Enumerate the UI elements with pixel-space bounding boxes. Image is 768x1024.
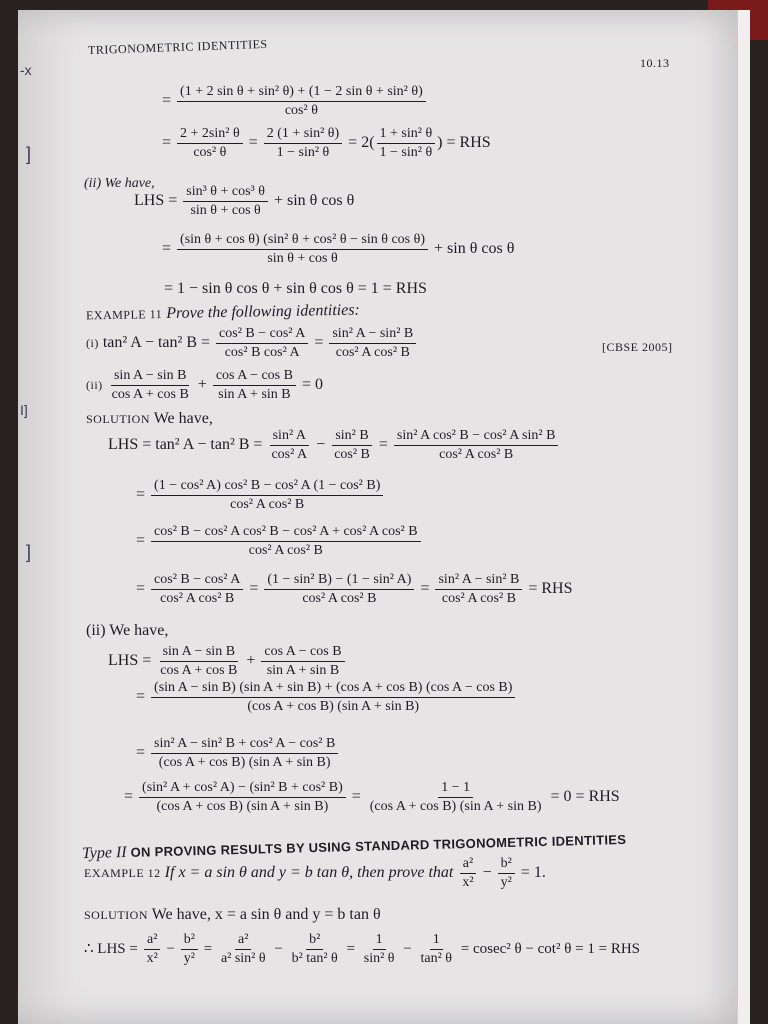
numerator: (1 + 2 sin θ + sin² θ) + (1 − 2 sin θ + sin² θ) [177,84,426,102]
rhs-label: = 0 = RHS [550,788,620,806]
denominator: (cos A + cos B) (sin A + sin B) [247,699,420,714]
equation-line: LHS = $\frac{\text{sin A − sin B}}{\text{cos A + cos B}}$ + $\frac{\text{cos A − cos B}}{\text{sin A + sin B}}$ [108,644,347,679]
equation-line: = $\frac{\text{(1 − cos² A) cos² B − cos² A (1 − cos² B)}}{\text{cos² A cos² B}}$ [136,478,385,513]
term: = 0 [301,376,323,394]
equation-line: = $\frac{\text{sin² A − sin² B + cos² A − cos² B}}{\text{(cos A + cos B) (sin A + sin B)}}$ [136,736,340,771]
term: + sin θ cos θ [434,240,515,258]
numerator: a² [460,856,476,874]
lhs-label: ∴ LHS = [84,940,138,957]
denominator: cos² A cos² B [160,591,235,606]
equation-line: LHS = tan² A − tan² B = $\frac{\text{sin² A}}{\text{cos² A}}$ − $\frac{\text{sin² B}}{\text{cos² B}}$ = $\frac{\text{sin² A cos² B − cos² A sin² B}}{\text{cos² A cos² B}}$ [108,428,560,463]
solution-label: SOLUTION [86,412,150,426]
running-title: TRIGONOMETRIC IDENTITIES [87,36,268,58]
numerator: sin² A − sin² B [329,326,416,344]
lhs-label: LHS = [134,192,178,210]
equation-line: = (sin A − sin B) (sin A + sin B) + (cos A + cos B) (cos A − cos B) (cos A + cos B) (sin A + sin B) [136,680,517,715]
example-text: If x = a sin θ and y = b tan θ, then prove that [164,864,454,882]
numerator: a² [235,932,251,950]
example-label: EXAMPLE 12 [84,866,161,881]
denominator: cos² A cos² B [230,497,305,512]
numerator: b² [498,856,515,874]
lhs-label: LHS = tan² A − tan² B = [108,436,263,454]
denominator: x² [462,875,474,890]
numerator: sin² A [270,428,309,446]
denominator: cos² A [271,447,308,462]
numerator: b² [306,932,323,950]
solution-label: SOLUTION [84,908,148,922]
rhs-label: = RHS [528,580,573,598]
numerator: b² [181,932,198,950]
denominator: cos² A cos² B [441,591,516,606]
denominator: (cos A + cos B) (sin A + sin B) [156,799,329,814]
numerator: 1 − 1 [438,780,473,798]
margin-mark: ] [26,144,32,164]
denominator: sin² θ [363,951,395,966]
intro-text: We have, [104,176,155,191]
denominator: tan² θ [420,951,452,966]
denominator: (cos A + cos B) (sin A + sin B) [369,799,542,814]
equation-line: = 1 − sin θ cos θ + sin θ cos θ = 1 = RHS [164,280,427,297]
numerator: 2 + 2sin² θ [177,126,243,144]
type-title: ON PROVING RESULTS BY USING STANDARD TRIGONOMETRIC IDENTITIES [130,831,627,860]
denominator: cos² A cos² B [302,591,377,606]
cbse-reference: [CBSE 2005] [602,340,673,354]
equation-line: (ii) $\frac{\text{sin A − sin B}}{\text{cos A + cos B}}$ + $\frac{\text{cos A − cos B}}{\text{sin A + sin B}}$ = 0 [86,368,323,402]
numerator: sin² A − sin² B + cos² A − cos² B [151,736,338,754]
numerator: 1 + sin² θ [377,126,436,144]
denominator: sin A + sin B [266,663,340,678]
equation-line: = $\frac{\text{cos² B − cos² A cos² B − cos² A + cos² A cos² B}}{\text{cos² A cos² B}}$ [136,524,423,559]
numerator: (sin A − sin B) (sin A + sin B) + (cos A + cos B) (cos A − cos B) [151,680,515,698]
numerator: cos² B − cos² A [151,572,243,590]
denominator: cos² A cos² B [335,345,410,360]
rhs-label: = RHS [446,134,491,152]
equation-line [134,184,354,219]
numerator: cos² B − cos² A cos² B − cos² A + cos² A cos² B [151,524,421,542]
intro-text: We have, x = a sin θ and y = b tan θ [151,906,381,923]
numerator: sin A − sin B [160,644,238,662]
type-label: Type II [81,843,127,863]
numerator: cos A − cos B [261,644,344,662]
equation-line: = $\frac{\text{(sin² A + cos² A) − (sin² B + cos² B)}}{\text{(cos A + cos B) (sin A + sin B)}}$ = $\frac{1 - 1}{\text{(cos A + cos B) (sin A + sin B)}}$ = 0 = RHS [124,780,620,814]
part-label: (ii) [86,378,103,393]
denominator: (cos A + cos B) (sin A + sin B) [158,755,331,770]
denominator: 1 − sin² θ [276,145,330,160]
denominator: sin A + sin B [218,387,291,402]
denominator: x² [146,951,158,966]
page-number: 10.13 [640,56,670,70]
lhs-label: LHS = [108,652,152,670]
numerator: (1 − cos² A) cos² B − cos² A (1 − cos² B) [151,478,383,496]
denominator: 1 − sin² θ [379,145,433,160]
denominator: cos² A cos² B [248,543,323,558]
denominator: cos² θ [284,103,318,118]
denominator: cos² B [334,447,370,462]
denominator: y² [183,951,195,966]
numerator: sin² A − sin² B [435,572,522,590]
numerator: (sin² A + cos² A) − (sin² B + cos² B) [139,780,346,798]
margin-mark: I] [20,402,28,418]
solution-intro [86,410,213,428]
denominator: cos² A cos² B [439,447,514,462]
term: + sin θ cos θ [273,192,355,210]
denominator: cos² B cos² A [224,345,300,360]
numerator: cos A − cos B [213,368,296,386]
lhs-label: tan² A − tan² B = [102,334,211,352]
equation-line: = $\frac{\text{(sin θ + cos θ) (sin² θ + cos² θ − sin θ cos θ)}}{\text{sin θ + cos θ}}$ + sin θ cos θ [162,232,515,266]
denominator: cos² θ [193,145,227,160]
numerator: a² [144,932,160,950]
part-label: (ii) [84,176,102,191]
equation-line: = $\frac{\text{2 + 2sin² θ}}{\text{cos² θ}}$ = $\frac{\text{2 (1 + sin² θ)}}{\text{1 − sin² θ}}$ = 2( $\frac{\text{1 + sin² θ}}{\text{1 − sin² θ}}$ ) = RHS [162,126,491,160]
page-edge [737,10,750,1024]
example-title: Prove the following identities: [166,301,360,322]
numerator: sin³ θ + cos³ θ [183,184,268,202]
numerator: sin² B [332,428,371,446]
equation-line: (i) tan² A − tan² B = $\frac{\text{cos² B − cos² A}}{\text{cos² B cos² A}}$ = $\frac{\text{sin² A − sin² B}}{\text{cos² A cos² B}}$ [86,326,418,361]
part-ii-solution-intro: (ii) We have, [86,622,169,639]
example-label: EXAMPLE 11 [85,307,163,323]
numerator: sin² A cos² B − cos² A sin² B [394,428,559,446]
numerator: (sin θ + cos θ) (sin² θ + cos² θ − sin θ cos θ) [177,232,428,250]
denominator: a² sin² θ [220,951,266,966]
margin-mark: -x [20,62,32,78]
margin-mark: ] [26,542,32,562]
numerator: sin A − sin B [111,368,189,386]
equation-line: = $\frac{\text{(1 + 2 sin θ + sin² θ) + (1 − 2 sin θ + sin² θ)}}{\text{cos² θ}}$ [162,84,428,119]
equation-line: = $\frac{\text{cos² B − cos² A}}{\text{cos² A cos² B}}$ = $\frac{\text{(1 − sin² B) − (1 − sin² A)}}{\text{cos² A cos² B}}$ = $\frac{\text{sin² A − sin² B}}{\text{cos² A cos² B}}$ = RHS [136,572,573,606]
numerator: (1 − sin² B) − (1 − sin² A) [264,572,414,590]
numerator: 1 [373,932,386,950]
numerator: 2 (1 + sin² θ) [264,126,342,144]
denominator: cos A + cos B [160,663,238,678]
denominator: cos A + cos B [111,387,189,402]
denominator: b² tan² θ [291,951,338,966]
numerator: 1 [430,932,443,950]
term: = 1. [520,864,546,882]
denominator: y² [500,875,512,890]
equation-line: ∴ LHS = $\frac{\text{a²}}{\text{x²}}$ − $\frac{\text{b²}}{\text{y²}}$ = $\frac{\text{a²}}{\text{a² sin² θ}}$ − $\frac{\text{b²}}{\text{b² tan² θ}}$ = $\frac{1}{\text{sin² θ}}$ − $\frac{1}{\text{tan² θ}}$ = cosec² θ − cot² θ = 1 = RHS [84,932,641,966]
denominator: sin θ + cos θ [190,203,261,218]
example-12: EXAMPLE 12 If x = a sin θ and y = b tan θ, then prove that $\frac{\text{a²}}{\text{x²}}$ − $\frac{\text{b²}}{\text{y²}}$ = 1. [84,856,546,890]
term: = cosec² θ − cot² θ = 1 = RHS [460,940,641,957]
numerator: cos² B − cos² A [216,326,308,344]
solution-12-intro [84,906,381,924]
denominator: sin θ + cos θ [267,251,338,266]
intro-text: We have, [153,410,213,427]
part-label: (i) [86,336,99,351]
